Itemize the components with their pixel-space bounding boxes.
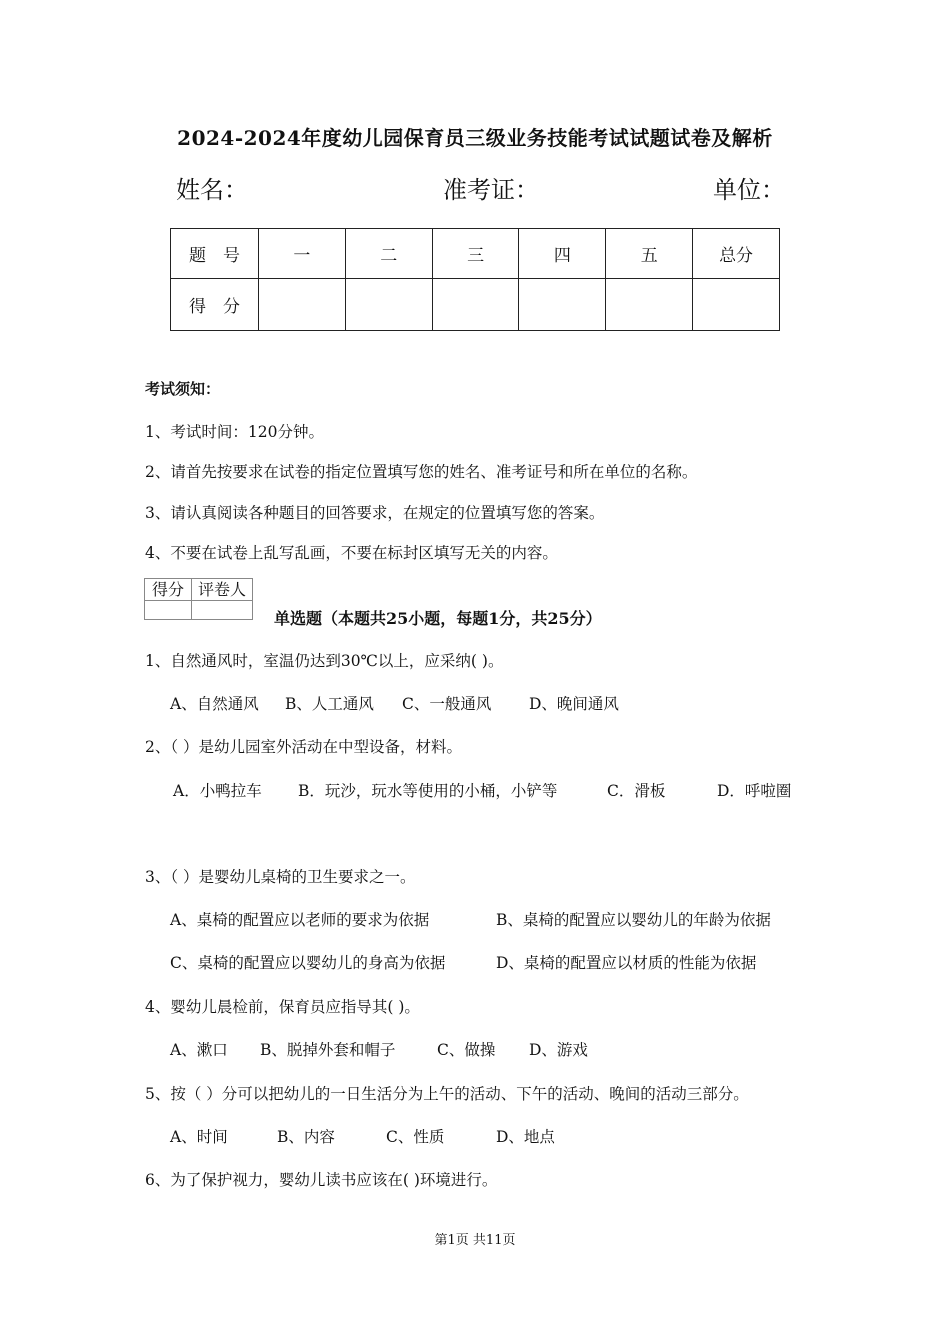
- grader-score-cell: [145, 601, 192, 620]
- score-table-score-label: 得 分: [171, 279, 259, 331]
- score-table-header-cell: 三: [432, 229, 519, 279]
- notice-item: 1、考试时间：120分钟。: [145, 423, 324, 441]
- section-title: 单选题（本题共25小题，每题1分，共25分）: [274, 609, 602, 628]
- option: B、桌椅的配置应以婴幼儿的年龄为依据: [496, 911, 771, 929]
- score-cell: [259, 279, 346, 331]
- document-title: 2024-2024年度幼儿园保育员三级业务技能考试试题试卷及解析: [177, 126, 773, 150]
- score-table: [170, 228, 780, 331]
- score-table-header-cell: 二: [345, 229, 432, 279]
- option: B、人工通风: [285, 695, 374, 713]
- option: C、桌椅的配置应以婴幼儿的身高为依据: [170, 954, 446, 972]
- score-table-score-row: [171, 279, 780, 331]
- option: A、桌椅的配置应以老师的要求为依据: [170, 911, 430, 929]
- option: B、脱掉外套和帽子: [260, 1041, 396, 1059]
- option: D、地点: [496, 1128, 555, 1146]
- option: D、游戏: [529, 1041, 588, 1059]
- page-footer: 第1页 共11页: [434, 1233, 516, 1248]
- score-table-header-label: 题 号: [171, 229, 259, 279]
- option: B、内容: [277, 1128, 335, 1146]
- question-stem: 4、婴幼儿晨检前，保育员应指导其( )。: [145, 998, 420, 1016]
- notice-item: 4、不要在试卷上乱写乱画，不要在标封区填写无关的内容。: [145, 544, 558, 562]
- option: C．滑板: [607, 782, 666, 800]
- option: C、做操: [437, 1041, 496, 1059]
- score-table-header-cell: 一: [259, 229, 346, 279]
- score-cell: [432, 279, 519, 331]
- name-field-label: 姓名：: [176, 176, 248, 204]
- question-stem: 2、（ ）是幼儿园室外活动在中型设备，材料。: [145, 738, 463, 756]
- option: A、漱口: [170, 1041, 228, 1059]
- grader-name-cell: [192, 601, 253, 620]
- option: C、性质: [386, 1128, 445, 1146]
- question-stem: 1、自然通风时，室温仍达到30℃以上，应采纳( )。: [145, 652, 504, 670]
- option: A．小鸭拉车: [173, 782, 262, 800]
- question-stem: 6、为了保护视力，婴幼儿读书应该在( )环境进行。: [145, 1171, 498, 1189]
- option: D、桌椅的配置应以材质的性能为依据: [496, 954, 757, 972]
- score-table-header-cell: 五: [606, 229, 693, 279]
- grader-name-label: 评卷人: [192, 579, 253, 601]
- option: D．呼啦圈: [717, 782, 792, 800]
- exam-id-field-label: 准考证：: [443, 176, 539, 204]
- option: A、时间: [170, 1128, 228, 1146]
- notice-item: 3、请认真阅读各种题目的回答要求，在规定的位置填写您的答案。: [145, 504, 605, 522]
- option: B．玩沙，玩水等使用的小桶，小铲等: [298, 782, 558, 800]
- score-table-header-cell: 四: [519, 229, 606, 279]
- score-cell: [345, 279, 432, 331]
- unit-field-label: 单位：: [713, 176, 785, 204]
- question-stem: 5、按（ ）分可以把幼儿的一日生活分为上午的活动、下午的活动、晚间的活动三部分。: [145, 1085, 749, 1103]
- score-table-header-row: [171, 229, 780, 279]
- question-stem: 3、（ ）是婴幼儿桌椅的卫生要求之一。: [145, 868, 416, 886]
- option: C、一般通风: [402, 695, 492, 713]
- score-cell: [606, 279, 693, 331]
- option: D、晚间通风: [529, 695, 619, 713]
- score-table-header-total: 总分: [693, 229, 780, 279]
- score-cell: [519, 279, 606, 331]
- score-cell-total: [693, 279, 780, 331]
- grader-score-label: 得分: [145, 579, 192, 601]
- notice-item: 2、请首先按要求在试卷的指定位置填写您的姓名、准考证号和所在单位的名称。: [145, 463, 698, 481]
- grader-box: [144, 578, 253, 620]
- notice-heading: 考试须知：: [145, 380, 221, 398]
- option: A、自然通风: [170, 695, 259, 713]
